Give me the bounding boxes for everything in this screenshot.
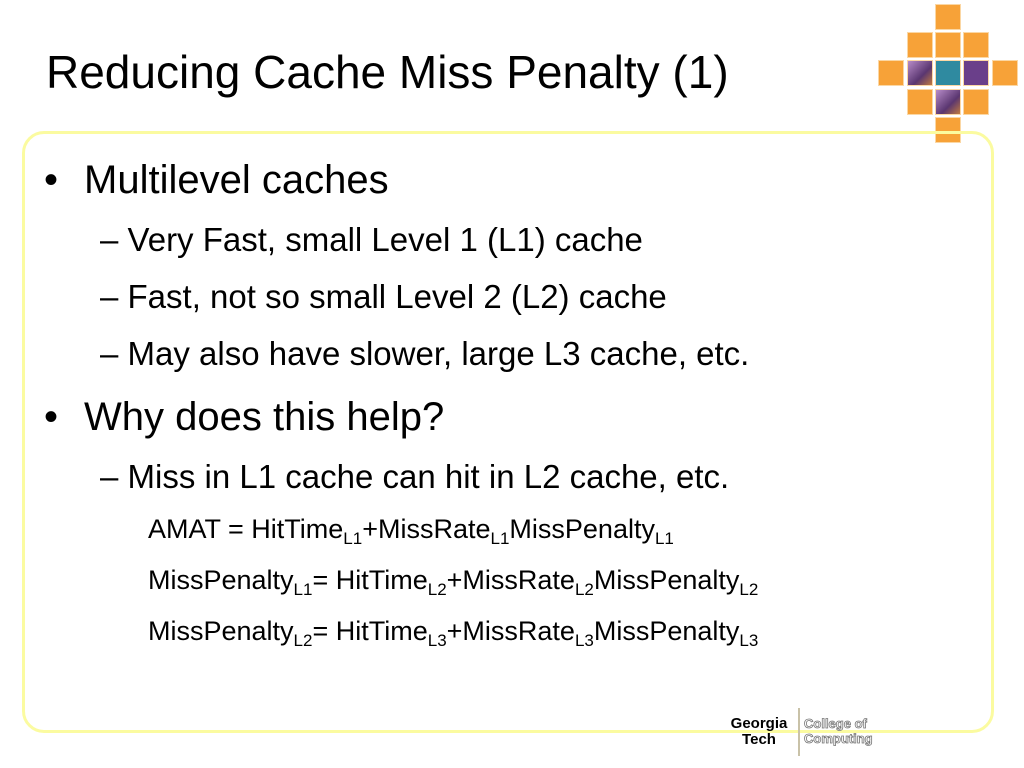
slide-title: Reducing Cache Miss Penalty (1) [46,46,729,98]
sub-bullet-miss-hit: – Miss in L1 cache can hit in L2 cache, etc. [100,458,730,495]
eq-subscript: L1 [343,529,363,548]
eq-subscript: L3 [574,631,594,650]
eq-subscript: L2 [739,580,759,599]
eq-text: +MissRate [446,565,575,595]
bullet-dot: • [44,395,59,439]
mosaic-tile [963,89,989,115]
logo-divider [798,708,800,756]
mosaic-tile [907,89,933,115]
sub-bullet-l1-cache: – Very Fast, small Level 1 (L1) cache [100,221,643,258]
mosaic-tile [907,32,933,58]
eq-subscript: L2 [293,631,313,650]
eq-subscript: L3 [739,631,759,650]
eq-text: +MissRate [362,514,491,544]
mosaic-tile [963,32,989,58]
eq-subscript: L3 [427,631,447,650]
bullet-text: Why does this help? [84,395,445,439]
college-line-2: Computing [804,731,873,746]
mosaic-tile [935,89,961,115]
eq-subscript: L2 [427,580,447,599]
bullet-dot: • [44,158,59,202]
eq-text: +MissRate [446,616,575,646]
equation-misspenalty-l1 [148,564,759,599]
mosaic-tile [935,32,961,58]
eq-subscript: L1 [293,580,313,599]
eq-text: MissPenalty [148,616,294,646]
bullet-text: Multilevel caches [84,158,389,202]
georgia-tech-logo [724,706,888,758]
gt-line-2: Tech [742,731,776,748]
mosaic-tile [935,4,961,30]
equation-misspenalty-l2 [148,615,759,650]
eq-text: = HitTime [312,616,428,646]
college-wordmark [804,708,888,756]
eq-subscript: L1 [490,529,510,548]
mosaic-tile [992,60,1018,86]
eq-text: MissPenalty [509,514,655,544]
sub-bullet-l3-cache: – May also have slower, large L3 cache, etc. [100,335,750,372]
gt-line-1: Georgia [730,715,788,732]
mosaic-tile [963,60,989,86]
eq-subscript: L2 [574,580,594,599]
mosaic-tile [907,60,933,86]
eq-subscript: L1 [654,529,674,548]
eq-text: MissPenalty [593,616,740,646]
eq-text: AMAT = HitTime [148,514,344,544]
eq-text: = HitTime [312,565,428,595]
sub-bullet-l2-cache: – Fast, not so small Level 2 (L2) cache [100,278,667,315]
mosaic-tile [935,60,961,86]
gt-wordmark [724,708,794,756]
mosaic-tile [878,60,904,86]
college-line-1: College of [804,716,867,731]
eq-text: MissPenalty [148,565,294,595]
eq-text: MissPenalty [593,565,740,595]
equation-amat [148,513,674,548]
